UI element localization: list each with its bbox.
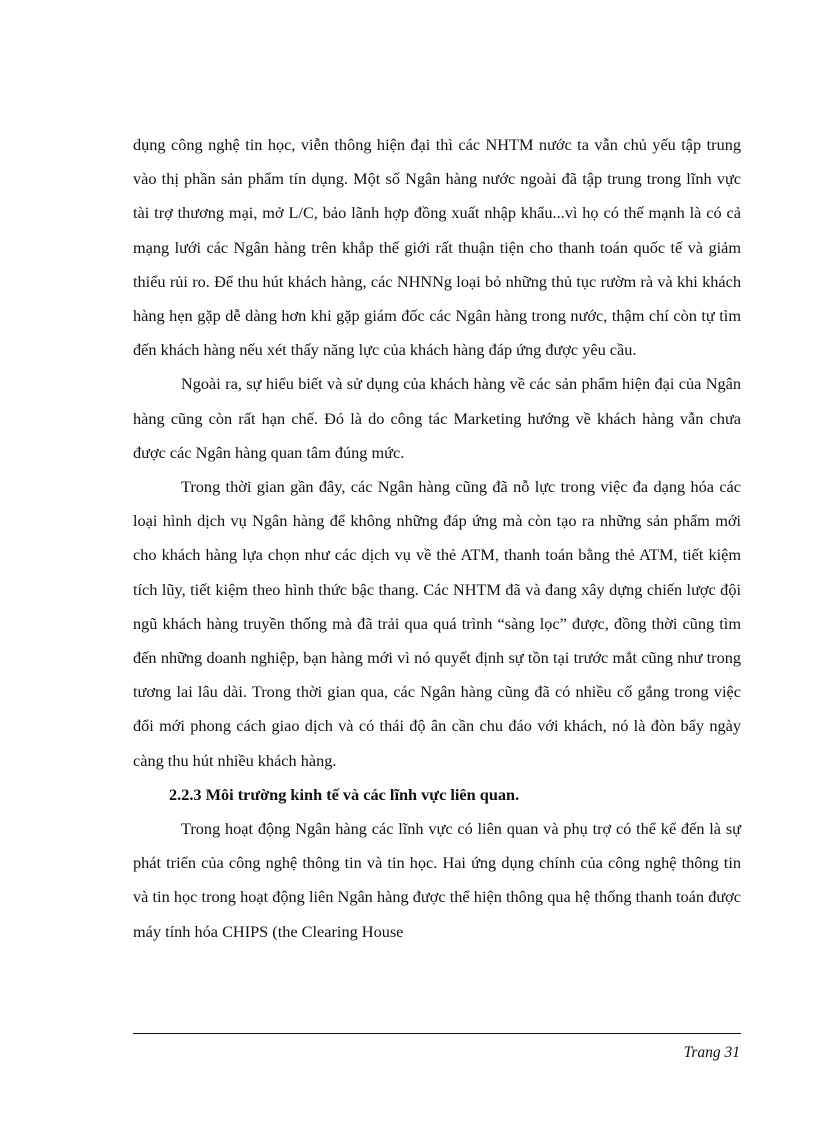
section-heading: 2.2.3 Môi trường kinh tế và các lĩnh vực liên quan. [169,784,520,804]
paragraph-awareness: Ngoài ra, sự hiểu biết và sử dụng của khách hàng về các sản phẩm hiện đại của Ngân hàng cũng còn rất hạn chế. Đó là do công tác Marketing hướng về khách hàng vẫn chưa được các Ngân hàng quan tâm đúng mức. [133,374,741,462]
page-number: Trang 31 [683,1044,740,1061]
body-text [133,128,741,949]
footer-divider [133,1033,741,1034]
paragraph-continuation: dụng công nghệ tin học, viễn thông hiện đại thì các NHTM nước ta vẫn chủ yếu tập trung vào thị phần sản phẩm tín dụng. Một số Ngân hàng nước ngoài đã tập trung trong lĩnh vực tài trợ thương mại, mở L/C, bảo lãnh hợp đồng xuất nhập khẩu...vì họ có thế mạnh là có cả mạng lưới các Ngân hàng trên khắp thế giới rất thuận tiện cho thanh toán quốc tế và giảm thiểu rủi ro. Để thu hút khách hàng, các NHNNg loại bỏ những thủ tục rườm rà và khi khách hàng hẹn gặp dễ dàng hơn khi gặp giám đốc các Ngân hàng trong nước, thậm chí còn tự tìm đến khách hàng nếu xét thấy năng lực của khách hàng đáp ứng được yêu cầu. [133,135,741,360]
paragraph-diversification: Trong thời gian gần đây, các Ngân hàng cũng đã nỗ lực trong việc đa dạng hóa các loại hình dịch vụ Ngân hàng để không những đáp ứng mà còn tạo ra những sản phẩm mới cho khách hàng lựa chọn như các dịch vụ về thẻ ATM, thanh toán bằng thẻ ATM, tiết kiệm tích lũy, tiết kiệm theo hình thức bậc thang. Các NHTM đã và đang xây dựng chiến lược đội ngũ khách hàng truyền thống mà đã trải qua quá trình “sàng lọc” được, đồng thời cũng tìm đến những doanh nghiệp, bạn hàng mới vì nó quyết định sự tồn tại trước mắt cũng như trong tương lai lâu dài. Trong thời gian qua, các Ngân hàng cũng đã có nhiều cố gắng trong việc đổi mới phong cách giao dịch và có thái độ ân cần chu đáo với khách, nó là đòn bẩy ngày càng thu hút nhiều khách hàng. [133,477,741,770]
paragraph-related-fields: Trong hoạt động Ngân hàng các lĩnh vực có liên quan và phụ trợ có thể kể đến là sự phát triển của công nghệ thông tin và tin học. Hai ứng dụng chính của công nghệ thông tin và tin học trong hoạt động liên Ngân hàng được thể hiện thông qua hệ thống thanh toán được máy tính hóa CHIPS (the Clearing House [133,819,741,941]
